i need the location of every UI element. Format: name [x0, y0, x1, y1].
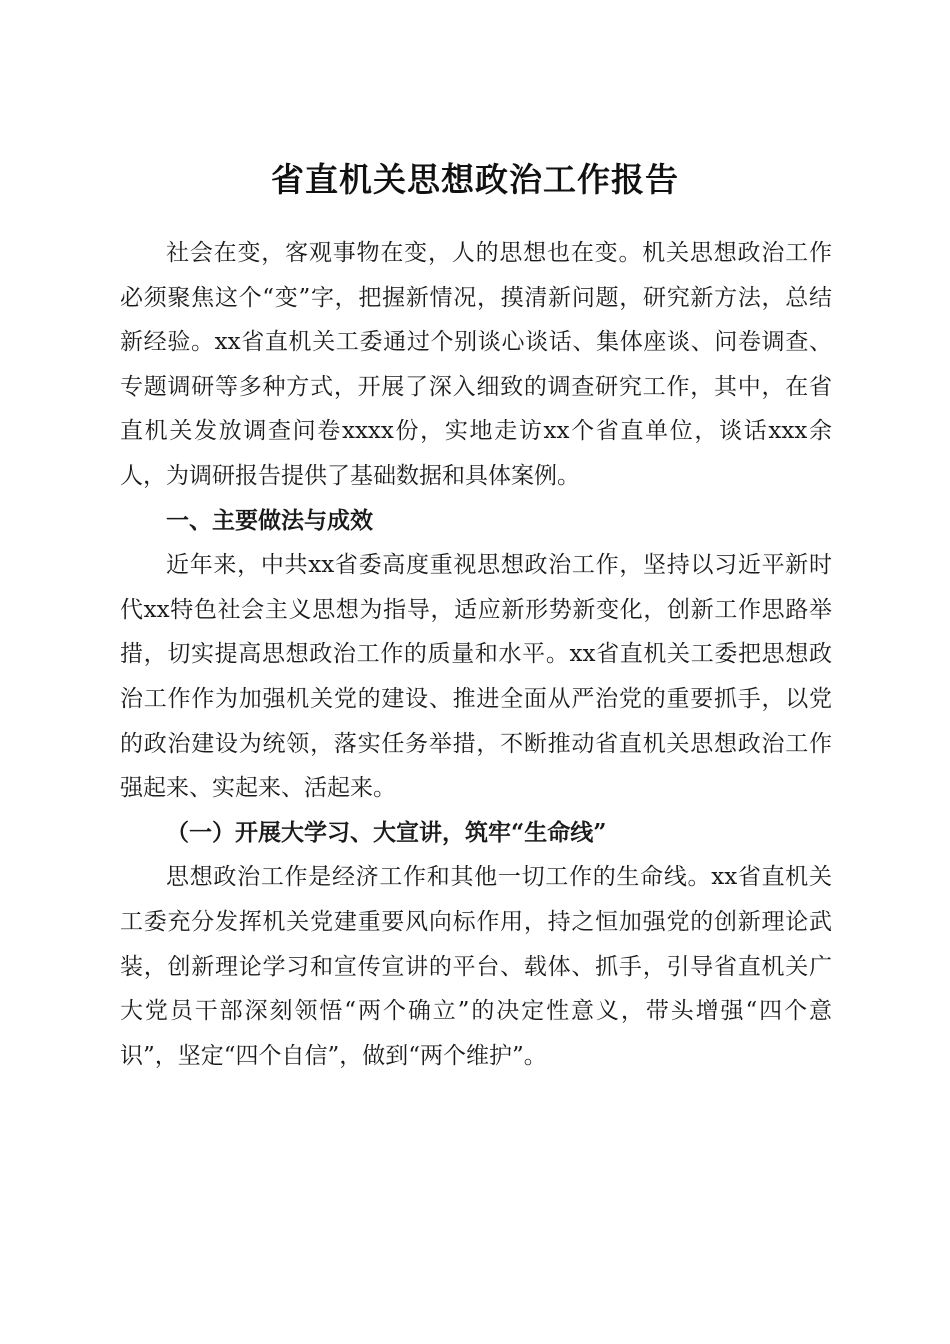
section-heading: 一、主要做法与成效 — [166, 507, 373, 534]
intro-paragraph: 社会在变，客观事物在变，人的思想也在变。机关思想政治工作必须聚焦这个“变”字，把握新情况，摸清新问题，研究新方法，总结新经验。xx省直机关工委通过个别谈心谈话、集体座谈、问卷调查、专题调研等多种方式，开展了深入细致的调查研究工作，其中，在省直机关发放调查问卷xxxx份，实地走访xx个省直单位，谈话xxx余人，为调研报告提供了基础数据和具体案例。 — [120, 240, 832, 489]
subsection-heading: （一）开展大学习、大宣讲，筑牢“生命线” — [166, 818, 607, 846]
page-title: 省直机关思想政治工作报告 — [271, 160, 679, 200]
section-paragraph: 近年来，中共xx省委高度重视思想政治工作，坚持以习近平新时代xx特色社会主义思想为指导，适应新形势新变化，创新工作思路举措，切实提高思想政治工作的质量和水平。xx省直机关工委把思想政治工作作为加强机关党的建设、推进全面从严治党的重要抓手，以党的政治建设为统领，落实任务举措，不断推动省直机关思想政治工作强起来、实起来、活起来。 — [120, 552, 832, 802]
document-body — [120, 231, 832, 1078]
subsection-paragraph: 思想政治工作是经济工作和其他一切工作的生命线。xx省直机关工委充分发挥机关党建重要风向标作用，持之恒加强党的创新理论武装，创新理论学习和宣传宣讲的平台、载体、抓手，引导省直机关广大党员干部深刻领悟“两个确立”的决定性意义，带头增强“四个意识”，坚定“四个自信”，做到“两个维护”。 — [120, 864, 832, 1069]
